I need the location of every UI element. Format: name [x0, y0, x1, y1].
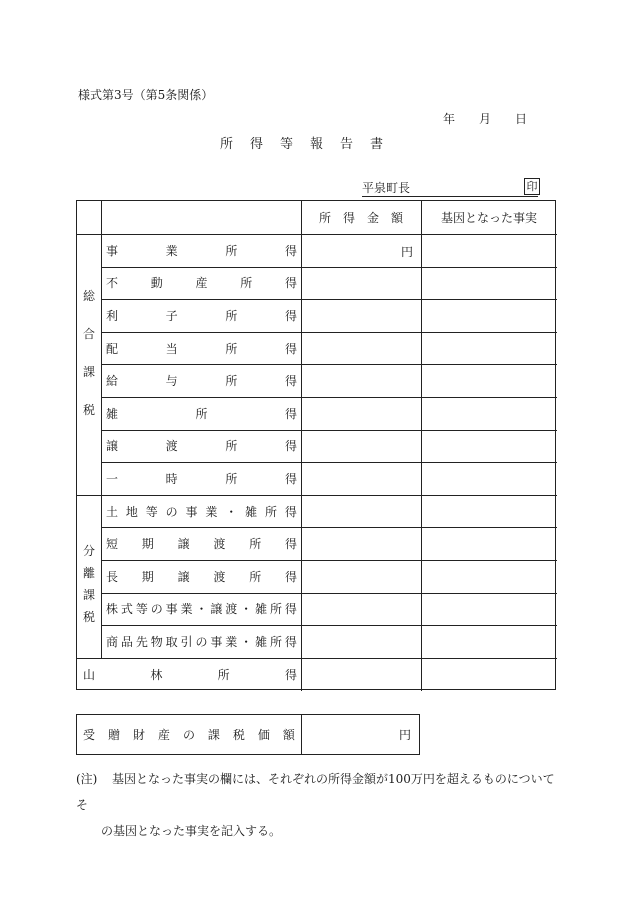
row-label-char: 所	[225, 243, 238, 258]
row-label-char: 所	[225, 308, 238, 323]
row-label-char: 時	[165, 471, 178, 486]
row-label-char: 所	[269, 634, 282, 649]
row-label-char: 得	[284, 471, 297, 486]
row-label-char: 式	[120, 602, 133, 617]
row-label-char: 得	[284, 308, 297, 323]
row-label-char: 商	[106, 634, 119, 649]
row-label-char: 与	[165, 374, 178, 389]
gift-label-char: 税	[232, 728, 245, 742]
row-label-char: 所	[225, 374, 238, 389]
row-divider	[101, 299, 557, 300]
row-label-char: 利	[106, 308, 119, 323]
row-divider	[101, 430, 557, 431]
group-bunri-label	[77, 542, 101, 625]
income-row-label	[101, 234, 301, 267]
seal-mark: 印	[524, 178, 540, 195]
income-row-label	[101, 625, 301, 658]
gift-label-char: 課	[207, 728, 220, 742]
gift-label-char: 額	[282, 728, 295, 742]
row-label-char: 期	[141, 569, 154, 584]
group-char: 課	[82, 365, 95, 379]
row-label-char: 事	[165, 602, 178, 617]
row-label-char: 渡	[213, 537, 226, 552]
row-label-char: 譲	[210, 602, 223, 617]
group-char: 税	[82, 610, 95, 624]
row-label-char: 業	[180, 602, 193, 617]
document-title	[220, 133, 400, 152]
row-divider	[101, 364, 557, 365]
row-label-char: 当	[165, 341, 178, 356]
row-label-char: 所	[265, 504, 278, 519]
gift-unit: 円	[398, 728, 411, 742]
row-label-char: 山	[83, 668, 96, 682]
row-label-char: 雑	[255, 602, 268, 617]
note-line1: 基因となった事実の欄には、それぞれの所得金額が100万円を超えるものについてそ	[76, 772, 555, 812]
row-label-char: 譲	[106, 439, 119, 454]
gift-tax-box	[76, 714, 420, 755]
income-row-label	[101, 267, 301, 300]
row-forest-label	[77, 658, 301, 691]
row-divider	[77, 234, 557, 235]
header-basis: 基因となった事実	[440, 211, 537, 225]
row-label-char: 事	[185, 504, 198, 519]
row-label-char: 所	[240, 276, 253, 291]
note-prefix: (注)	[76, 772, 98, 786]
row-label-char: 得	[284, 406, 297, 421]
gift-label	[83, 715, 295, 754]
row-label-char: 所	[249, 537, 262, 552]
income-row-label	[101, 462, 301, 495]
group-char: 離	[82, 566, 95, 580]
row-label-char: 引	[180, 634, 193, 649]
row-label-char: 長	[106, 569, 119, 584]
row-divider	[77, 495, 557, 496]
row-label-char: 所	[217, 668, 230, 682]
row-label-char: 期	[141, 537, 154, 552]
row-label-char: 業	[165, 243, 178, 258]
row-label-char: 所	[269, 602, 282, 617]
row-label-char: 得	[284, 569, 297, 584]
row-label-char: 雑	[106, 406, 119, 421]
title-char: 書	[370, 137, 384, 152]
group-char: 課	[82, 588, 95, 602]
row-divider	[77, 658, 557, 659]
row-label-char: の	[165, 504, 178, 519]
row-label-char: 得	[284, 276, 297, 291]
row-divider	[101, 625, 557, 626]
income-row-label	[101, 495, 301, 528]
row-label-char: ・	[240, 602, 253, 617]
gift-label-char: 産	[157, 728, 170, 742]
income-row-label	[101, 593, 301, 626]
row-label-char: 物	[150, 634, 163, 649]
form-id: 様式第3号（第5条関係）	[78, 88, 214, 102]
row-label-char: 得	[284, 243, 297, 258]
row-label-char: 得	[284, 341, 297, 356]
row-label-char: 産	[195, 276, 208, 291]
col-divider	[421, 201, 422, 691]
row-divider	[101, 462, 557, 463]
row-label-char: 所	[225, 341, 238, 356]
gift-label-char: 贈	[107, 728, 120, 742]
row-label-char: 事	[210, 634, 223, 649]
title-char: 得	[250, 137, 264, 152]
income-row-label	[101, 364, 301, 397]
income-row-label	[101, 430, 301, 463]
date-month: 月	[479, 112, 492, 126]
row-label-char: 得	[284, 374, 297, 389]
row-label-char: 林	[150, 668, 163, 682]
group-char: 総	[82, 289, 95, 303]
row-label-char: 事	[106, 243, 119, 258]
income-row-label	[101, 527, 301, 560]
date-line	[443, 110, 527, 127]
row-label-char: 一	[106, 471, 119, 486]
title-char: 報	[310, 137, 324, 152]
row-label-char: 株	[106, 602, 119, 617]
header-amount: 所 得 金 額	[318, 211, 403, 225]
addressee: 平泉町長	[362, 181, 411, 195]
row-label-char: 品	[120, 634, 133, 649]
row-label-char: 所	[195, 406, 208, 421]
row-label-char: 短	[106, 537, 119, 552]
row-divider	[101, 527, 557, 528]
row-label-char: 渡	[225, 602, 238, 617]
title-char: 所	[220, 137, 234, 152]
row-label-char: 配	[106, 341, 119, 356]
row-label-char: 雑	[255, 634, 268, 649]
note-line2: の基因となった事実を記入する。	[101, 824, 282, 838]
row-label-char: 取	[165, 634, 178, 649]
row-label-char: 得	[284, 439, 297, 454]
group-sougou-label	[77, 287, 101, 418]
title-char: 告	[340, 137, 354, 152]
row-label-char: 得	[284, 668, 297, 682]
row-label-char: 所	[249, 569, 262, 584]
row-label-char: 等	[145, 504, 158, 519]
row-label-char: 給	[106, 374, 119, 389]
gift-divider	[301, 715, 302, 754]
row-label-char: 譲	[177, 569, 190, 584]
row-label-char: 得	[284, 537, 297, 552]
row-label-char: の	[195, 634, 208, 649]
row-label-char: 地	[125, 504, 138, 519]
date-day: 日	[515, 112, 528, 126]
group-char: 分	[82, 544, 95, 558]
income-table	[76, 200, 556, 690]
row-label-char: 業	[225, 634, 238, 649]
row-label-char: 得	[284, 602, 297, 617]
row-label-char: 得	[284, 634, 297, 649]
row-label-char: 所	[225, 439, 238, 454]
gift-label-char: 財	[132, 728, 145, 742]
income-row-label	[101, 299, 301, 332]
row-label-char: 得	[284, 504, 297, 519]
row-divider	[101, 397, 557, 398]
row-divider	[101, 332, 557, 333]
row-label-char: 所	[225, 471, 238, 486]
row-label-char: の	[150, 602, 163, 617]
row-divider	[101, 267, 557, 268]
gift-label-char: 価	[257, 728, 270, 742]
group-char: 税	[82, 403, 95, 417]
col-divider	[301, 201, 302, 691]
row-label-char: ・	[195, 602, 208, 617]
row-label-char: 雑	[245, 504, 258, 519]
row-label-char: 先	[135, 634, 148, 649]
addressee-underline	[362, 196, 538, 197]
row-label-char: 渡	[213, 569, 226, 584]
income-row-label	[101, 332, 301, 365]
row-label-char: 渡	[165, 439, 178, 454]
date-year: 年	[443, 112, 456, 126]
row-divider	[101, 593, 557, 594]
row-label-char: 業	[205, 504, 218, 519]
group-char: 合	[82, 327, 95, 341]
title-char: 等	[280, 137, 294, 152]
income-row-label	[101, 560, 301, 593]
row-label-char: 子	[165, 308, 178, 323]
row-divider	[101, 560, 557, 561]
row-label-char: 不	[106, 276, 119, 291]
footnote	[76, 766, 562, 844]
gift-label-char: 受	[83, 728, 96, 742]
gift-label-char: の	[182, 728, 195, 742]
income-row-label	[101, 397, 301, 430]
row-label-char: 等	[135, 602, 148, 617]
amount-unit: 円	[400, 245, 413, 259]
row-label-char: 動	[150, 276, 163, 291]
row-label-char: ・	[225, 504, 238, 519]
row-label-char: ・	[240, 634, 253, 649]
row-label-char: 譲	[177, 537, 190, 552]
row-label-char: 土	[106, 504, 119, 519]
